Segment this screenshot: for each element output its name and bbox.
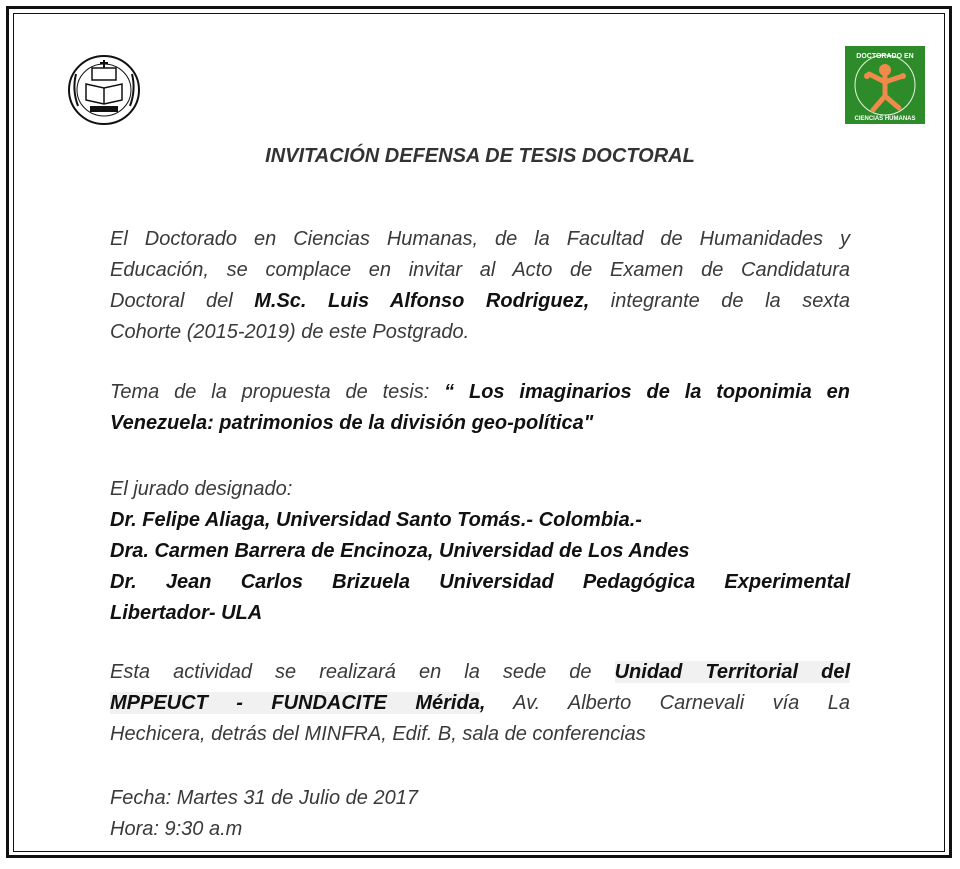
venue-paragraph [110, 657, 850, 750]
intro-paragraph [110, 224, 850, 348]
thesis-topic-line-2 [110, 408, 850, 439]
page-title: INVITACIÓN DEFENSA DE TESIS DOCTORAL [265, 145, 695, 167]
venue-name-part-2: MPPEUCT - FUNDACITE Mérida [110, 692, 480, 714]
intro-line-4: Cohorte (2015-2019) de este Postgrado. [110, 321, 470, 343]
thesis-title-part-1: “ Los imaginarios de la toponimia en [444, 381, 850, 403]
candidate-name: M.Sc. Luis Alfonso Rodriguez, [254, 290, 590, 312]
venue-address-1: Av. Alberto Carnevali vía La [485, 692, 850, 714]
event-time: Hora: 9:30 a.m [110, 818, 243, 840]
venue-line-1 [110, 657, 850, 688]
thesis-topic [110, 377, 850, 439]
jury-member-1 [110, 505, 850, 536]
jury-member-2-text: Dra. Carmen Barrera de Encinoza, Universidad de Los Andes [110, 540, 690, 562]
thesis-topic-line-1 [110, 377, 850, 408]
venue-line-3: Hechicera, detrás del MINFRA, Edif. B, sala de conferencias [110, 723, 646, 745]
intro-line-3-text: Doctoral del [110, 290, 255, 312]
event-date: Fecha: Martes 31 de Julio de 2017 [110, 787, 418, 809]
svg-text:CIENCIAS HUMANAS: CIENCIAS HUMANAS [854, 116, 916, 122]
venue-intro: Esta actividad se realizará en la sede de [110, 661, 615, 683]
svg-text:DOCTORADO EN: DOCTORADO EN [856, 53, 914, 60]
intro-line-1: El Doctorado en Ciencias Humanas, de la Facultad de Humanidades y [110, 228, 850, 250]
intro-line-3 [110, 286, 850, 317]
intro-line-2: Educación, se complace en invitar al Acto de Examen de Candidatura [110, 259, 850, 281]
venue-name-part-1: Unidad Territorial del [614, 661, 850, 683]
intro-line-3-rest: integrante de la sexta [589, 290, 850, 312]
date-time-section [110, 783, 850, 845]
venue-line-2 [110, 688, 850, 719]
jury-member-2 [110, 536, 850, 567]
jury-member-3-cont [110, 598, 850, 629]
jury-member-1-text: Dr. Felipe Aliaga, Universidad Santo Tomás.- Colombia.- [110, 509, 642, 531]
jury-member-3-cont-text: Libertador- ULA [110, 602, 263, 624]
university-seal-logo [66, 54, 142, 126]
doctorado-figure-icon [845, 46, 925, 124]
jury-member-3 [110, 567, 850, 598]
thesis-topic-label: Tema de la propuesta de tesis: [110, 381, 445, 403]
jury-section [110, 474, 850, 629]
venue-comma: , [479, 692, 486, 714]
jury-member-3-text: Dr. Jean Carlos Brizuela Universidad Pedagógica Experimental [110, 571, 850, 593]
doctorado-logo [845, 46, 925, 124]
jury-label: El jurado designado: [110, 478, 293, 500]
thesis-title-part-2: Venezuela: patrimonios de la división geo-política" [110, 412, 594, 434]
